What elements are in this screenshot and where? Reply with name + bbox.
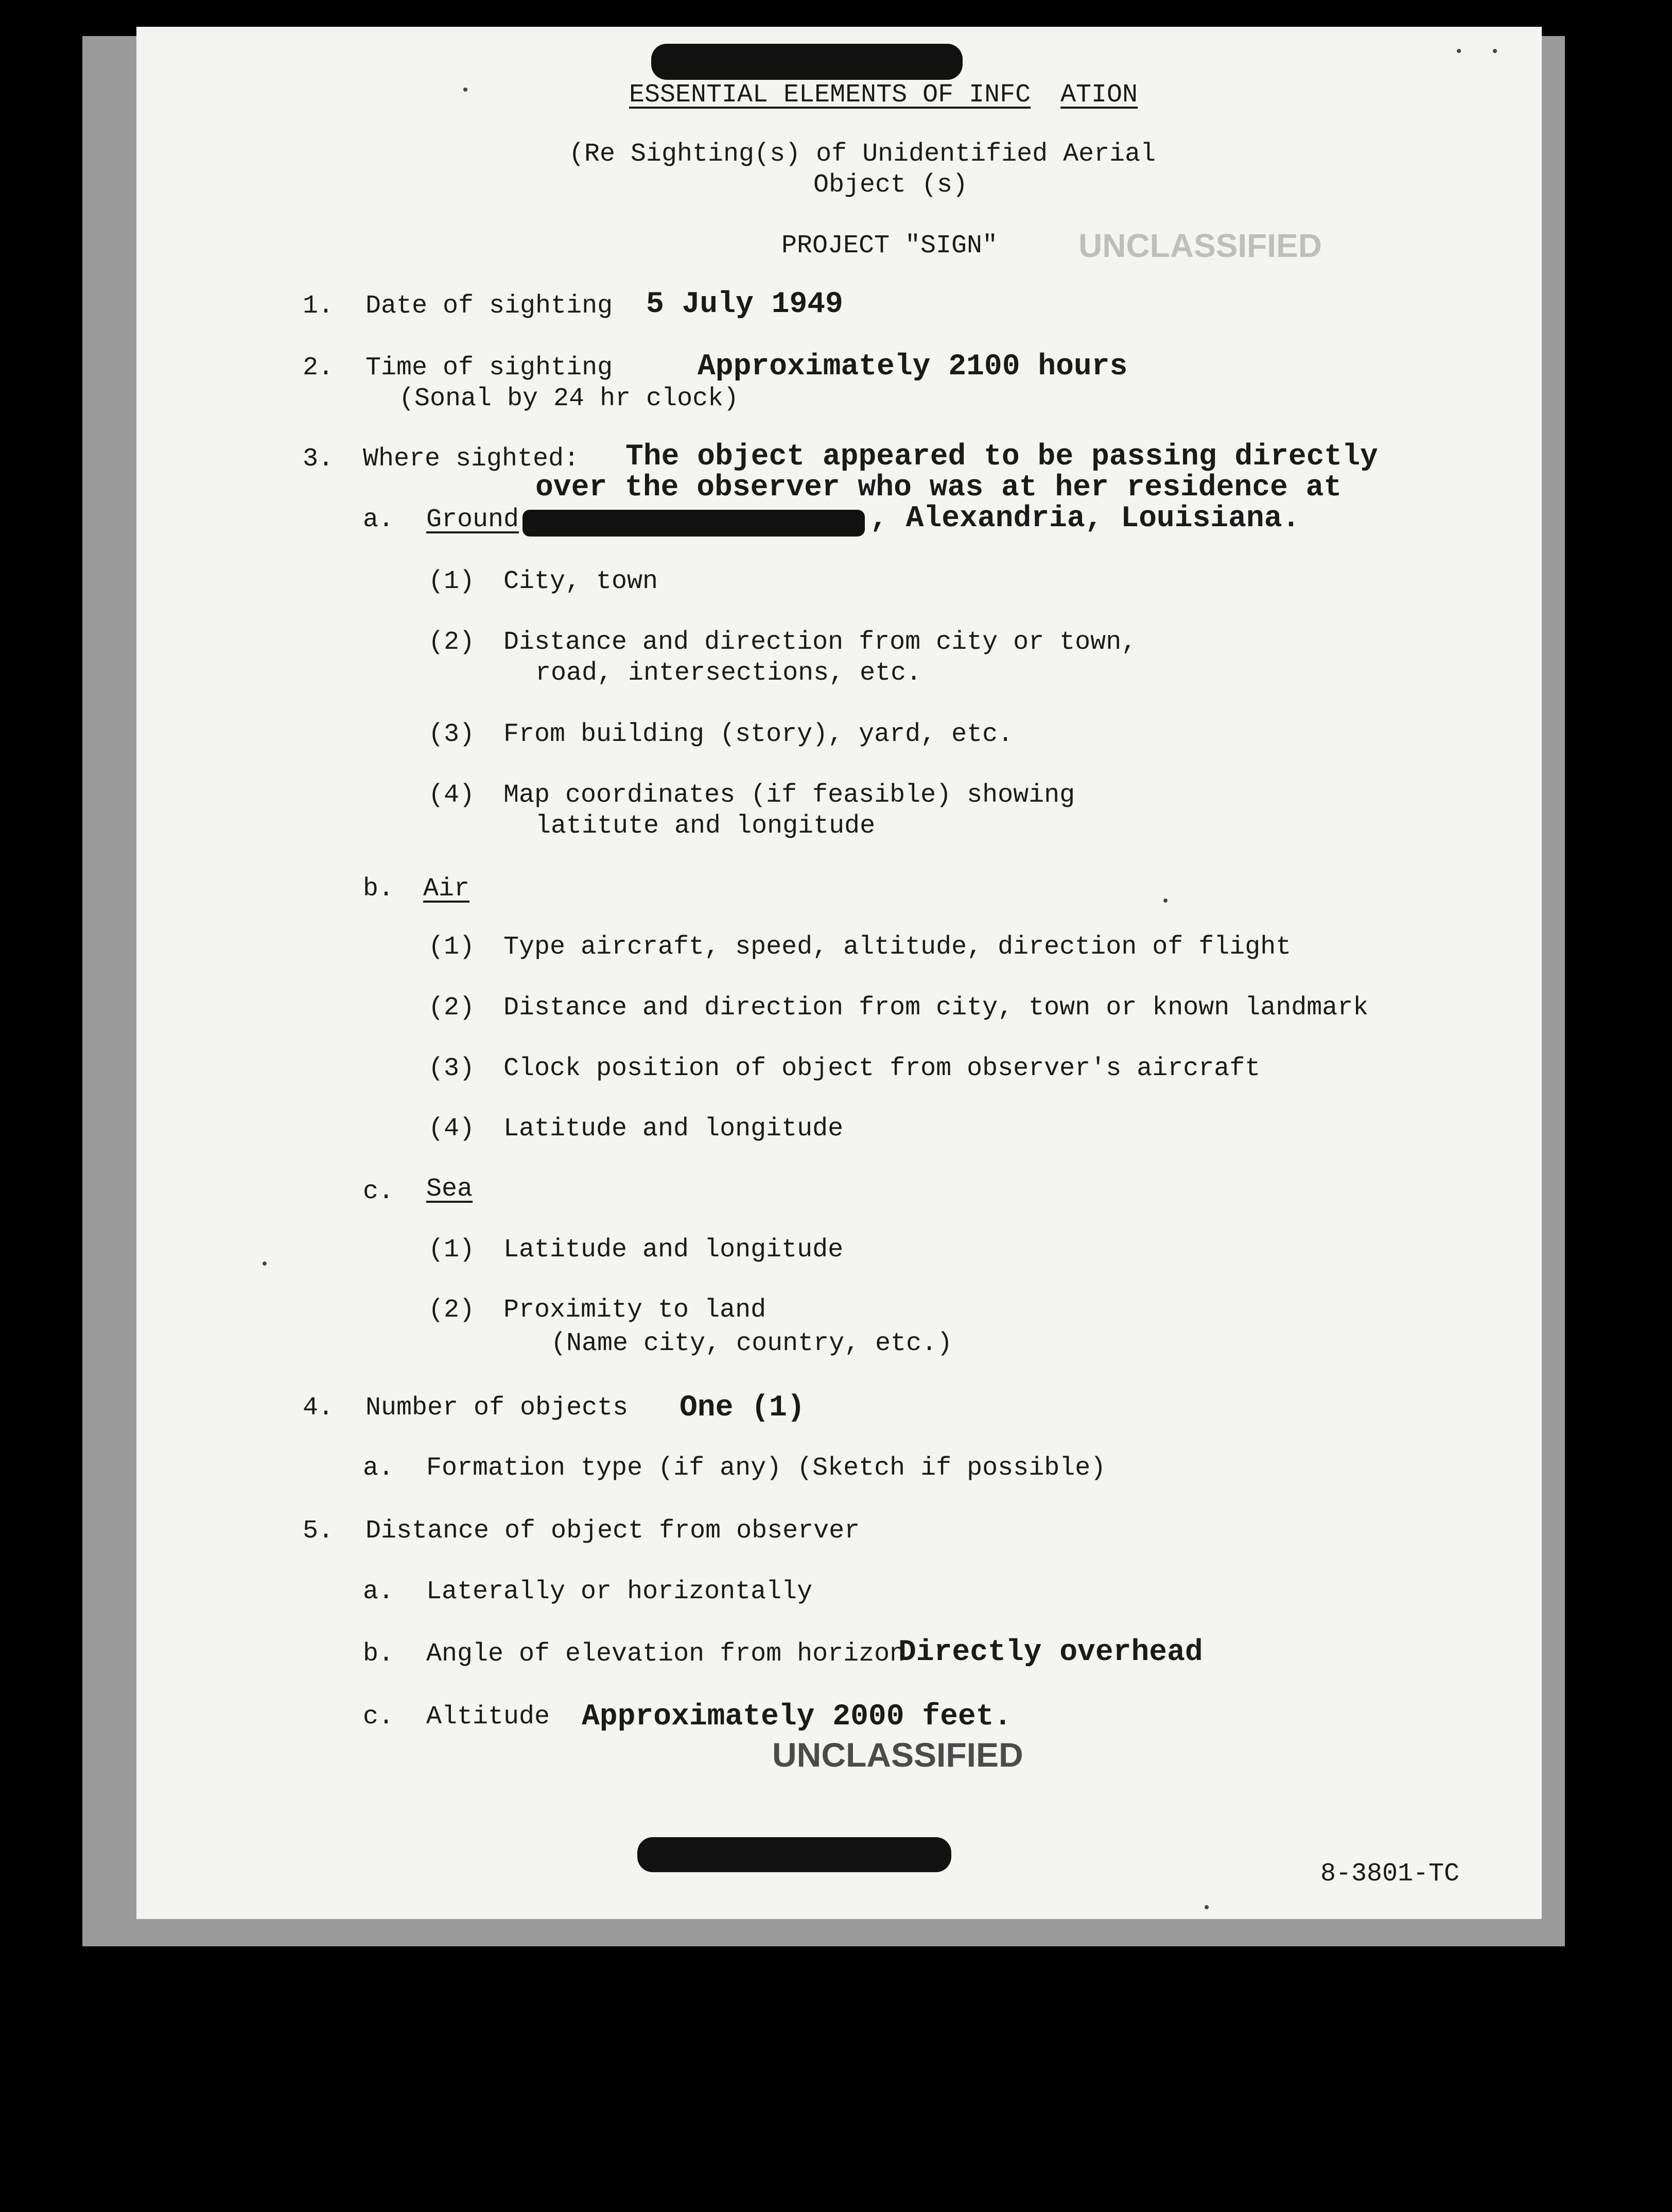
item-5c-letter: c. — [363, 1702, 394, 1732]
item-3-answer-line3: , Alexandria, Louisiana. — [870, 502, 1300, 535]
item-3a-3-text: From building (story), yard, etc. — [503, 720, 1014, 749]
scan-speck — [1163, 898, 1168, 903]
item-5a-text: Laterally or horizontally — [426, 1577, 813, 1606]
item-5c-answer: Approximately 2000 feet. — [582, 1700, 1012, 1734]
document-subtitle-line2: Object (s) — [813, 170, 968, 200]
classification-stamp-bottom: UNCLASSIFIED — [772, 1736, 1023, 1774]
project-name: PROJECT "SIGN" — [781, 231, 998, 261]
item-4-label: Number of objects — [365, 1393, 629, 1423]
item-3a-4-number: (4) — [428, 781, 475, 810]
scan-speck — [263, 1261, 267, 1266]
item-3b-1-text: Type aircraft, speed, altitude, direction of flight — [503, 932, 1292, 962]
item-3b-1-number: (1) — [428, 932, 475, 962]
item-3c-letter: c. — [363, 1177, 394, 1206]
classification-stamp-top: UNCLASSIFIED — [1078, 227, 1322, 264]
document-title-left: ESSENTIAL ELEMENTS OF INFC — [629, 80, 1031, 110]
item-3a-1-number: (1) — [428, 567, 475, 596]
item-3c-2-text1: Proximity to land — [503, 1295, 767, 1325]
item-3a-2-text2: road, intersections, etc. — [535, 659, 922, 688]
item-3b-2-text: Distance and direction from city, town or known landmark — [503, 993, 1369, 1023]
item-2-label: Time of sighting — [365, 353, 613, 383]
item-3b-4-number: (4) — [428, 1114, 475, 1144]
item-3c-2-text2: (Name city, country, etc.) — [551, 1329, 953, 1358]
document-title-right: ATION — [1060, 80, 1138, 110]
item-4a-letter: a. — [363, 1454, 394, 1483]
item-3b-2-number: (2) — [428, 993, 475, 1023]
item-5b-text: Angle of elevation from horizon — [426, 1639, 905, 1669]
item-5c-text: Altitude — [426, 1702, 550, 1732]
item-3b-3-number: (3) — [428, 1054, 475, 1083]
item-3a-letter: a. — [363, 505, 394, 534]
item-5b-answer: Directly overhead — [898, 1636, 1203, 1669]
redaction-bar-top — [651, 44, 963, 80]
item-1-answer: 5 July 1949 — [646, 288, 843, 321]
scan-speck — [1457, 49, 1461, 53]
item-2-note: (Sonal by 24 hr clock) — [399, 384, 739, 413]
item-3b-label: Air — [423, 874, 470, 904]
item-3b-3-text: Clock position of object from observer's aircraft — [503, 1054, 1261, 1083]
item-2-answer: Approximately 2100 hours — [698, 350, 1128, 384]
item-3b-4-text: Latitude and longitude — [503, 1114, 844, 1144]
scan-speck — [463, 88, 467, 92]
item-3c-1-number: (1) — [428, 1235, 475, 1265]
item-3a-2-text1: Distance and direction from city or town, — [503, 628, 1137, 657]
item-3a-1-text: City, town — [503, 567, 658, 596]
item-1-number: 1. — [303, 291, 334, 321]
item-3-number: 3. — [303, 444, 334, 474]
form-number: 8-3801-TC — [1320, 1859, 1460, 1889]
item-3-answer-line2: over the observer who was at her residence at — [535, 471, 1342, 505]
redaction-bar-bottom — [637, 1837, 951, 1872]
item-3b-letter: b. — [363, 874, 394, 904]
item-1-label: Date of sighting — [365, 291, 613, 321]
item-4a-text: Formation type (if any) (Sketch if possible) — [426, 1454, 1106, 1483]
item-3a-4-text1: Map coordinates (if feasible) showing — [503, 781, 1075, 810]
document-subtitle-line1: (Re Sighting(s) of Unidentified Aerial — [569, 140, 1156, 169]
scan-speck — [1205, 1905, 1209, 1909]
item-3a-4-text2: latitute and longitude — [535, 811, 876, 841]
item-3-answer-line1: The object appeared to be passing directly — [625, 440, 1378, 474]
item-4-number: 4. — [303, 1393, 334, 1423]
item-5a-letter: a. — [363, 1577, 394, 1606]
item-3a-label: Ground — [426, 505, 519, 534]
item-3c-1-text: Latitude and longitude — [503, 1235, 844, 1265]
item-5-number: 5. — [303, 1516, 334, 1546]
scan-speck — [1493, 49, 1497, 53]
item-3c-label: Sea — [426, 1174, 473, 1204]
item-3a-2-number: (2) — [428, 628, 475, 657]
item-2-number: 2. — [303, 353, 334, 383]
item-5b-letter: b. — [363, 1639, 394, 1669]
item-5-label: Distance of object from observer — [365, 1516, 860, 1546]
item-3c-2-number: (2) — [428, 1295, 475, 1325]
item-3a-3-number: (3) — [428, 720, 475, 749]
redaction-bar-address — [522, 510, 865, 537]
item-3-label: Where sighted: — [363, 444, 580, 474]
item-4-answer: One (1) — [680, 1391, 805, 1425]
